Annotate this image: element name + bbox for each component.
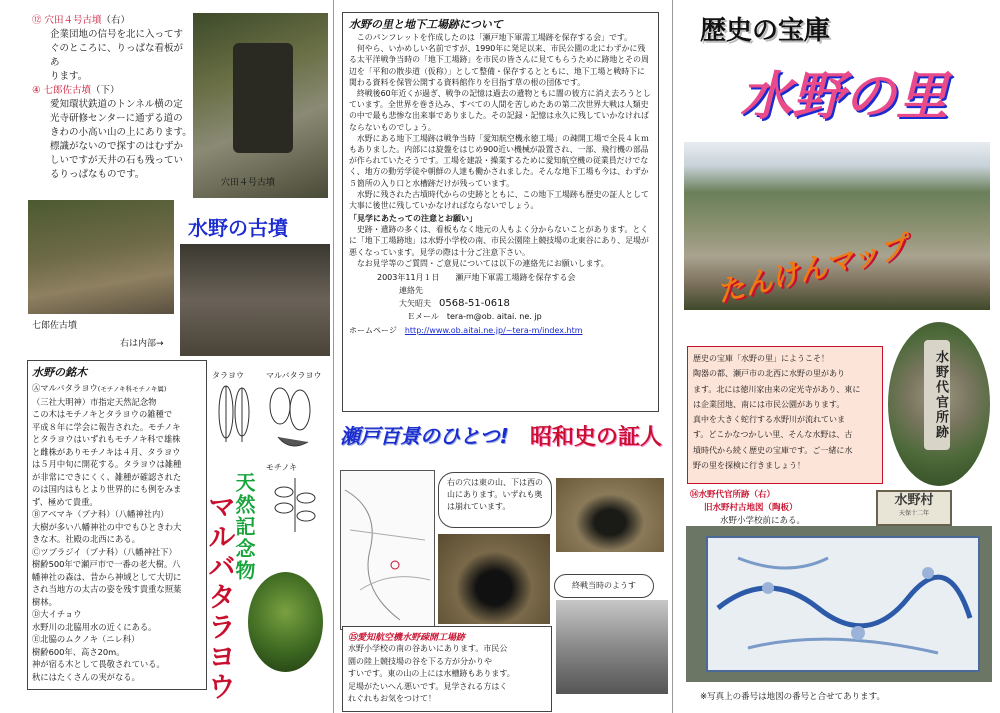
item12-suffix: （右） (101, 15, 131, 26)
tree-line (32, 382, 202, 396)
email-row (377, 310, 652, 323)
about-box (342, 12, 659, 412)
tunnel-photo-east (556, 478, 664, 552)
homepage-link[interactable]: http://www.ob.aitai.ne.jp/~tera-m/index.htm (404, 326, 583, 336)
tree-line-text: 秋にはたくさんの実がなる。 (32, 671, 140, 682)
welcome-box (687, 346, 883, 484)
tree-line-text: 幡神社の森は、昔から神域として大切に (32, 571, 182, 582)
tree-line (32, 658, 202, 671)
note-title: 「見学にあたっての注意とお願い」 (349, 214, 477, 224)
tree-line-text: 大樹が多い八幡神社の中でもひときわ大 (32, 521, 182, 532)
kofun-title: 水野の古墳 (188, 216, 288, 240)
seto-hyakkei-title: 瀬戸百景のひとつ! (340, 424, 509, 448)
tree-line (32, 633, 202, 646)
ceramic-map (706, 536, 980, 672)
text-line: 墳時代から続く歴史の宝庫です。ご一緒に水 (693, 445, 853, 455)
about-paragraph: このパンフレットを作成したのは「瀬戸地下軍需工場跡を保存する会」です。 (356, 33, 633, 42)
tree-line (32, 483, 202, 496)
tree-line (32, 558, 202, 571)
fold-line-2 (672, 0, 673, 713)
tree-line-subtext: (モチノキ科モチノキ属) (97, 385, 167, 393)
tree-line (32, 508, 202, 521)
fold-line-1 (333, 0, 334, 713)
about-paragraph: 終戦後60年近くが過ぎ、戦争の記憶は過去の遺物ともに闇の彼方に消え去ろうとしています。全世界を巻き込み、すべての人間を苦しめたあの第二次世界大戦は人類史の中で最も悲惨な出来事でありました。その記録・記憶は永久に残していかなければならないものでしょう。 (349, 89, 651, 132)
marubataraiyou-vertical: マルバタラヨウ (204, 492, 237, 702)
text-line: れぐれもお気をつけて！ (348, 694, 436, 703)
tree-line-text: きな木。社殿の北西にある。 (32, 534, 140, 544)
email-address[interactable]: tera-m@ob. aitai. ne. jp (446, 312, 542, 322)
note-paragraph: 史跡・遺跡の多くは、看板もなく地元の人もよく分からないことがあります。とくに「地下工場跡地」は水野小学校の南、市民公園陸上競技場の北東谷にあり、足場が悪くなっています。見学の際は十分ご注意下さい。 (349, 225, 649, 257)
note-paragraph: なお見学等のご質問・ご意見については以下の連絡先にお願いします。 (356, 258, 609, 268)
tree-line-text: （三社大明神）市指定天然記念物 (32, 396, 157, 407)
tree-line (32, 546, 202, 559)
text-line: すいです。東の山の上には水槽跡もあります。 (348, 669, 515, 678)
tree-line-text: この木はモチノキとタラヨウの雑種で (32, 409, 173, 419)
cover-title-1: 歴史の宝庫 (700, 16, 831, 46)
tree-line (32, 471, 202, 484)
item12-title: ⑫ 穴田４号古墳 (32, 15, 102, 26)
sign-main-text: 水野村 (894, 493, 934, 508)
text-line: は企業団地、南には市民公園があります。 (693, 399, 845, 409)
tree-line-text: Ⓑアベマキ（ブナ科）（八幡神社内） (32, 509, 169, 519)
area-map (340, 470, 435, 630)
daikansho-photo (888, 322, 990, 486)
item14-place: 水野小学校前にある。 (720, 516, 806, 526)
tree-line (32, 396, 202, 409)
text-line: ます。北には徳川家由来の定光寺があり、東に (693, 384, 861, 394)
tree-line-text: のは国内はもとより世界的にも例をみま (32, 484, 182, 494)
item4-body (32, 98, 192, 182)
wartime-photo (556, 600, 668, 694)
item14-text (690, 489, 805, 528)
tree-line-text: ず、極めて貴重。 (32, 496, 98, 507)
trees-lines (32, 382, 202, 683)
tunnel-photo-west (438, 534, 550, 624)
text-line: 園の陸上競技場の谷を下る方が分かりや (348, 656, 492, 666)
inside-caption: 右は内部→ (120, 339, 164, 349)
text-line: 足場がたいへん悪いです。見学される方はく (348, 681, 508, 691)
item4-title: ④ 七郎佐古墳 (32, 85, 92, 96)
text-line: しいですが天井の石も残ってい (50, 155, 184, 166)
tree-line (32, 671, 202, 684)
tree-line-text: 平成８年に学会に報告された。モチノキ (32, 421, 181, 432)
contact-block (349, 271, 652, 323)
item15-title: ⑮愛知航空機水野疎開工場跡 (348, 633, 466, 643)
tree-line (32, 421, 202, 434)
text-line: 真中を大きく蛇行する水野川が流れていま (693, 415, 845, 425)
leaf2-label: マルバタラヨウ (266, 371, 322, 380)
contact-name: 大矢昭夫 (399, 299, 431, 309)
about-body (349, 32, 652, 211)
tree-photo (248, 572, 323, 672)
tree-line-text: 水野川の北脇用水の近くにある。 (32, 621, 157, 632)
text-line: 野の里を探検に行きましょう！ (693, 461, 805, 471)
contact-label: 連絡先 (399, 286, 423, 296)
showa-shi-title: 昭和史の証人 (530, 425, 663, 450)
item14-sub: 旧水野村古地図（陶板） (704, 503, 798, 513)
tree-line (32, 533, 202, 546)
email-label: Ｅメール (407, 312, 439, 322)
item4-suffix: （下） (91, 85, 120, 96)
tree-line-text: とタラヨウはいずれもモチノキ科で雄株 (32, 434, 181, 444)
tree-line (32, 646, 202, 659)
tree-line (32, 433, 202, 446)
shichiro-caption: 七郎佐古墳 (32, 321, 78, 331)
cover-title-2: 水野の里 (740, 67, 949, 127)
tree-line-text: 樹齢500年で瀬戸市で一番の老大樹。八 (32, 559, 181, 569)
text-line: 光寺研修センターに通ずる道の (50, 113, 183, 124)
tree-line (32, 408, 202, 421)
speech-bubble-1: 右の穴は東の山、下は西の山にあります。いずれも奥は崩れています。 (438, 472, 552, 528)
contact-phone: 0568-51-0618 (439, 298, 510, 310)
about-paragraph: 水野にある地下工場跡は戦争当時「愛知航空機永徳工場」の疎開工場で全長４ｋｍもありました。内部には旋盤をはじめ900近い機械が設置され、一部、飛行機の部品が作られていたそうです。工場を建設・操業するために愛知航空機の従業員だけでなく、地方の動労学徒や朝鮮の人達も働かされました。そんな地下工場も今は、わずか５箇所の入り口と水槽跡だけが残っています。 (349, 133, 649, 188)
tree-line (32, 608, 202, 621)
text-line: ぐのところに、りっぱな看板があ (50, 43, 184, 68)
leaf-illustration (208, 382, 328, 457)
kofun-interior-photo (180, 244, 330, 356)
text-line: 陶器の都、瀬戸市の北西に水野の里があり (693, 369, 845, 379)
item15-body (348, 643, 546, 706)
ceramic-map-drawing (708, 538, 978, 670)
tree-line-text: と雌株がありモチノキは４月、タラヨウ (32, 446, 181, 457)
leaf1-label: タラヨウ (212, 371, 244, 380)
speech-bubble-2: 終戦当時のようす (554, 574, 654, 598)
tanken-map-title: たんけんマップ (713, 229, 911, 309)
tree-line (32, 496, 202, 509)
date-line: 2003年11月１日 瀬戸地下軍需工場跡を保存する会 (377, 273, 576, 283)
tree-line (32, 596, 202, 609)
tree-line-text: Ⓐマルバタラヨウ (32, 383, 98, 393)
welcome-body (693, 351, 877, 473)
item14-title: ⑭水野代官所跡（右） (690, 490, 776, 500)
tree-line-text: が非常にできにくく、雑種が確認された (32, 471, 182, 482)
text-line: 歴史の宝庫「水野の里」にようこそ！ (693, 354, 829, 363)
tomb-entrance (233, 43, 293, 153)
trees-title: 水野の銘木 (32, 366, 87, 379)
tree-line (32, 571, 202, 584)
kofun-text (32, 14, 192, 182)
text-line: す。どこかなつかしい里、そんな水野は、古 (693, 430, 853, 440)
homepage-label: ホームページ (349, 326, 397, 336)
trees-box (27, 360, 207, 690)
daikansho-stone-text: 水野代官所跡 (924, 340, 950, 450)
note-body (349, 224, 652, 269)
about-title: 水野の里と地下工場跡について (349, 18, 503, 31)
item15-box (342, 626, 552, 712)
about-paragraph: 水野に残された古墳時代からの史跡とともに、この地下工場跡も歴史の証人として大事に後世に残していかなければならないでしょう。 (349, 189, 649, 211)
item12-body (32, 28, 192, 84)
text-line: ります。 (50, 71, 88, 82)
tree-line-text: は５月中旬に開花する。タラヨウは雑種 (32, 459, 182, 469)
tree-line-text: Ⓒツブラジイ（ブナ科）（八幡神社下） (32, 546, 177, 557)
tree-line-text: 樹林。 (32, 596, 57, 607)
tree-line-text: Ⓓ大イチョウ (32, 609, 82, 619)
footnote: ※写真上の番号は地図の番号と合せてあります。 (700, 692, 885, 702)
tree-line-text: Ⓔ北脇のムクノキ（ニレ科） (32, 634, 140, 644)
about-paragraph: 何やら、いかめしい名前ですが、1990年に発足以来、市民公園の北にわずかに残る太平洋戦争当時の「地下工場跡」を市民の皆さんに見てもらうために跡地とその周辺を「平和の散歩道（仮称）」として整備・保存するとともに、地下工場と戦時下に関わる資料を保管公開する資料館作りを目指す草の根の団体です。 (349, 44, 649, 87)
contact-name-row (377, 297, 652, 310)
leaf3-label: モチノキ (266, 463, 298, 472)
tree-line (32, 583, 202, 596)
tree-line-text: 神が宿る木として畏敬されている。 (32, 659, 165, 669)
text-line: 企業団地の信号を北に入ってす (50, 29, 184, 40)
old-map-tile-photo (686, 526, 992, 682)
text-line: るりっぱなものです。 (50, 169, 145, 180)
sign-sub-text: 天保十二年 (898, 510, 929, 517)
mizuno-village-sign (876, 490, 952, 526)
tree-line (32, 446, 202, 459)
tree-line-text: 樹齢600年、高さ20m。 (32, 646, 125, 657)
homepage-row (349, 325, 652, 336)
tree-line (32, 458, 202, 471)
mochinoki-illustration (262, 474, 328, 534)
tree-line (32, 621, 202, 634)
anada-kofun-photo (193, 13, 328, 198)
text-line: 愛知環状鉄道のトンネル横の定 (50, 99, 183, 110)
anada-caption: 穴田４号古墳 (221, 178, 276, 188)
text-line: 水野小学校の南の谷あいにあります。市民公 (348, 644, 508, 653)
tennen-kinenbutsu-vertical: 天然記念物 (232, 472, 256, 582)
tree-line (32, 521, 202, 534)
text-line: 標識がないので探すのはむずか (50, 141, 184, 152)
tree-line-text: され当地方の太古の姿を残す貴重な照葉 (32, 584, 182, 594)
text-line: きわの小高い山の上にあります。 (50, 127, 192, 138)
shichiro-kofun-photo (28, 200, 174, 314)
